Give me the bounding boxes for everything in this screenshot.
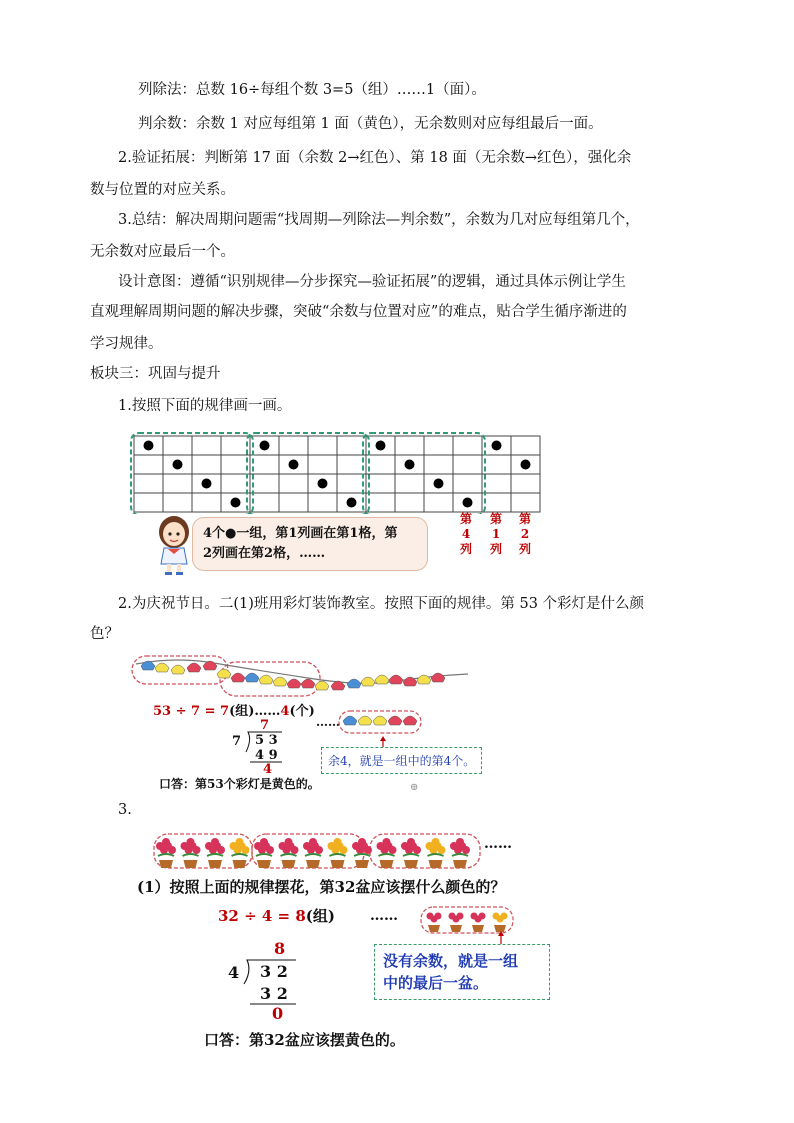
column-label: 第 1 列: [489, 512, 502, 556]
grid-cell: [163, 493, 192, 512]
grid-cell: [192, 455, 221, 474]
grid-cell: [511, 493, 540, 512]
grid-cell: [221, 455, 250, 474]
text-line: 判余数：余数 1 对应每组第 1 面（黄色），无余数则对应每组最后一面。: [138, 116, 603, 132]
flower-bloom: [438, 846, 446, 854]
black-dot: [260, 441, 270, 451]
flower-bloom: [236, 838, 244, 846]
lantern: [231, 673, 245, 682]
flower-pots-row: [152, 832, 482, 870]
flower-pot: [184, 860, 198, 868]
remainder: 0: [272, 1004, 284, 1023]
text-line: 2.验证拓展：判断第 17 面（余数 2→红色）、第 18 面（无余数→红色），强化余: [118, 150, 632, 166]
lantern: [347, 679, 361, 688]
flower-bloom: [432, 838, 440, 846]
flower-bloom: [435, 913, 442, 920]
flower-bloom: [407, 838, 415, 846]
grid-cell: [192, 436, 221, 455]
grid-cell: [453, 474, 482, 493]
lantern: [155, 663, 169, 672]
black-dot: [173, 460, 183, 470]
lantern: [389, 675, 403, 684]
grid-cell: [308, 455, 337, 474]
grid-cell: [337, 474, 366, 493]
flower-pot: [453, 860, 467, 868]
black-dot: [492, 441, 502, 451]
division-equation: 53 ÷ 7 = 7(组)……4(个): [153, 704, 315, 719]
lantern-group-example: [338, 709, 422, 735]
grid-cell: [279, 436, 308, 455]
grid-cell: [395, 474, 424, 493]
column-label: 第 2 列: [518, 512, 531, 556]
flower-bloom: [260, 838, 268, 846]
flower-bloom: [413, 846, 421, 854]
hint-line: 4个●一组，第1列画在第1格，第: [203, 526, 398, 541]
column-label: 第 4 列: [459, 512, 472, 556]
small-circle-icon: ⊕: [410, 782, 419, 793]
lantern: [217, 669, 231, 678]
flower-bloom: [242, 846, 250, 854]
student-girl-illustration: [150, 512, 198, 576]
flower-bloom: [291, 846, 299, 854]
flower-leaves: [452, 854, 468, 856]
flower-leaves: [379, 854, 395, 856]
product: 3 2: [260, 984, 288, 1003]
grid-cell: [366, 474, 395, 493]
flower-pot: [306, 860, 320, 868]
text-line: 数与位置的对应关系。: [90, 182, 235, 198]
flower-bloom: [193, 846, 201, 854]
black-dot: [231, 498, 241, 508]
black-dot: [347, 498, 357, 508]
flower-pot: [428, 925, 440, 932]
flower-pot: [331, 860, 345, 868]
divisor: 4: [228, 963, 240, 982]
flower-bloom: [457, 913, 464, 920]
black-dot: [521, 460, 531, 470]
black-dot: [405, 460, 415, 470]
ellipsis: ……: [316, 715, 340, 729]
flower-leaves: [330, 854, 346, 856]
grid-cell: [308, 436, 337, 455]
lantern: [259, 675, 273, 684]
dot-pattern-grid: [128, 432, 548, 514]
exercise-2-prompt: 2.为庆祝节日。二(1)班用彩灯装饰教室。按照下面的规律。第 53 个彩灯是什么颜: [118, 596, 645, 612]
tip-line: 中的最后一盆。: [383, 974, 489, 992]
text-line: 3.总结：解决周期问题需“找周期—列除法—判余数”，余数为几对应每组第几个，: [118, 212, 640, 228]
flower-bloom: [211, 838, 219, 846]
grid-cell: [134, 474, 163, 493]
quotient: 7: [260, 718, 270, 733]
grid-cell: [511, 474, 540, 493]
grid-cell: [424, 436, 453, 455]
exercise-2-prompt-cont: 色？: [90, 626, 119, 642]
grid-cell: [424, 493, 453, 512]
exercise-1-prompt: 1.按照下面的规律画一画。: [118, 398, 292, 414]
flower-leaves: [354, 854, 370, 856]
grid-cell: [221, 474, 250, 493]
flower-bloom: [334, 838, 342, 846]
flower-bloom: [285, 838, 293, 846]
flower-bloom: [309, 838, 317, 846]
grid-cell: [337, 455, 366, 474]
black-dot: [463, 498, 473, 508]
flower-leaves: [158, 854, 174, 856]
flower-bloom: [162, 838, 170, 846]
lantern: [431, 673, 445, 682]
flower-bloom: [479, 913, 486, 920]
black-dot: [289, 460, 299, 470]
lantern: [343, 716, 357, 725]
ellipsis: ……: [484, 836, 512, 852]
text-line: 无余数对应最后一个。: [90, 244, 235, 260]
lantern: [375, 675, 389, 684]
flower-leaves: [403, 854, 419, 856]
grid-cell: [511, 436, 540, 455]
lantern: [245, 673, 259, 682]
flower-bloom: [168, 846, 176, 854]
grid-cell: [482, 474, 511, 493]
answer-line: 口答：第32盆应该摆黄色的。: [204, 1031, 405, 1049]
flower-pot: [472, 925, 484, 932]
lantern: [388, 716, 402, 725]
quotient: 8: [274, 939, 286, 958]
answer-line: 口答：第53个彩灯是黄色的。: [159, 777, 320, 791]
flower-leaves: [183, 854, 199, 856]
flower-bloom: [501, 913, 508, 920]
lantern: [287, 679, 301, 688]
flower-pot: [450, 925, 462, 932]
grid-cell: [366, 455, 395, 474]
tip-box: 余4，就是一组中的第4个。: [321, 747, 482, 774]
flower-leaves: [281, 854, 297, 856]
lantern: [301, 679, 315, 688]
flower-bloom: [340, 846, 348, 854]
grid-cell: [221, 436, 250, 455]
grid-cell: [163, 474, 192, 493]
lantern: [171, 665, 185, 674]
dividend: 5 3: [255, 733, 278, 748]
grid-cell: [453, 436, 482, 455]
flower-pot: [282, 860, 296, 868]
grid-cell: [395, 436, 424, 455]
grid-cell: [482, 493, 511, 512]
black-dot: [376, 441, 386, 451]
section-heading: 板块三：巩固与提升: [90, 366, 221, 382]
grid-cell: [250, 474, 279, 493]
flower-bloom: [383, 838, 391, 846]
flower-bloom: [315, 846, 323, 854]
lantern: [203, 661, 217, 670]
lantern: [373, 716, 387, 725]
grid-cell: [134, 455, 163, 474]
grid-cell: [279, 493, 308, 512]
grid-cell: [134, 493, 163, 512]
grid-cell: [250, 455, 279, 474]
flower-pot: [404, 860, 418, 868]
flower-bloom: [266, 846, 274, 854]
flower-pot: [380, 860, 394, 868]
flower-pot: [257, 860, 271, 868]
flower-bloom: [389, 846, 397, 854]
flower-bloom: [217, 846, 225, 854]
flower-bloom: [456, 838, 464, 846]
flower-pot: [233, 860, 247, 868]
exercise-3-question: (1）按照上面的规律摆花，第32盆应该摆什么颜色的？: [137, 878, 506, 896]
grid-cell: [337, 436, 366, 455]
tip-line: 没有余数，就是一组: [383, 952, 519, 970]
black-dot: [202, 479, 212, 489]
flower-pot: [355, 860, 369, 868]
ellipsis: ……: [370, 908, 398, 924]
flower-pot: [159, 860, 173, 868]
flower-bloom: [358, 838, 366, 846]
lantern: [403, 716, 417, 725]
hint-speech-bubble: [192, 517, 428, 571]
tip-box: [374, 944, 550, 1000]
grid-cell: [250, 493, 279, 512]
lantern: [361, 677, 375, 686]
remainder: 4: [263, 762, 273, 777]
grid-cell: [395, 493, 424, 512]
text-line: 学习规律。: [90, 336, 163, 352]
grid-cell: [308, 493, 337, 512]
division-equation: 32 ÷ 4 = 8(组): [218, 907, 335, 925]
grid-cell: [424, 455, 453, 474]
lantern: [358, 716, 372, 725]
grid-cell: [163, 436, 192, 455]
flower-leaves: [305, 854, 321, 856]
grid-cell: [366, 493, 395, 512]
flower-pot: [429, 860, 443, 868]
flower-bloom: [462, 846, 470, 854]
lantern: [273, 677, 287, 686]
lantern: [315, 681, 329, 690]
grid-cell: [453, 455, 482, 474]
text-line: 直观理解周期问题的解决步骤，突破“余数与位置对应”的难点，贴合学生循序渐进的: [90, 304, 627, 320]
hint-line: 2列画在第2格，……: [203, 546, 326, 561]
flower-bloom: [187, 838, 195, 846]
flower-pot: [208, 860, 222, 868]
lantern: [187, 663, 201, 672]
dividend: 3 2: [260, 962, 288, 981]
grid-cell: [482, 455, 511, 474]
flower-bloom: [364, 846, 372, 854]
flower-leaves: [207, 854, 223, 856]
black-dot: [318, 479, 328, 489]
divisor: 7: [232, 734, 242, 749]
flower-leaves: [232, 854, 248, 856]
grid-cell: [192, 493, 221, 512]
grid-cell: [279, 474, 308, 493]
exercise-3-number: 3.: [118, 802, 132, 818]
text-line: 设计意图：遵循“识别规律—分步探究—验证拓展”的逻辑，通过具体示例让学生: [118, 274, 626, 290]
text-line: 列除法：总数 16÷每组个数 3=5（组）……1（面）。: [138, 82, 486, 98]
lantern-string-illustration: [128, 652, 473, 702]
flower-leaves: [428, 854, 444, 856]
black-dot: [434, 479, 444, 489]
lantern: [417, 675, 431, 684]
black-dot: [144, 441, 154, 451]
flower-leaves: [256, 854, 272, 856]
product: 4 9: [255, 748, 278, 763]
